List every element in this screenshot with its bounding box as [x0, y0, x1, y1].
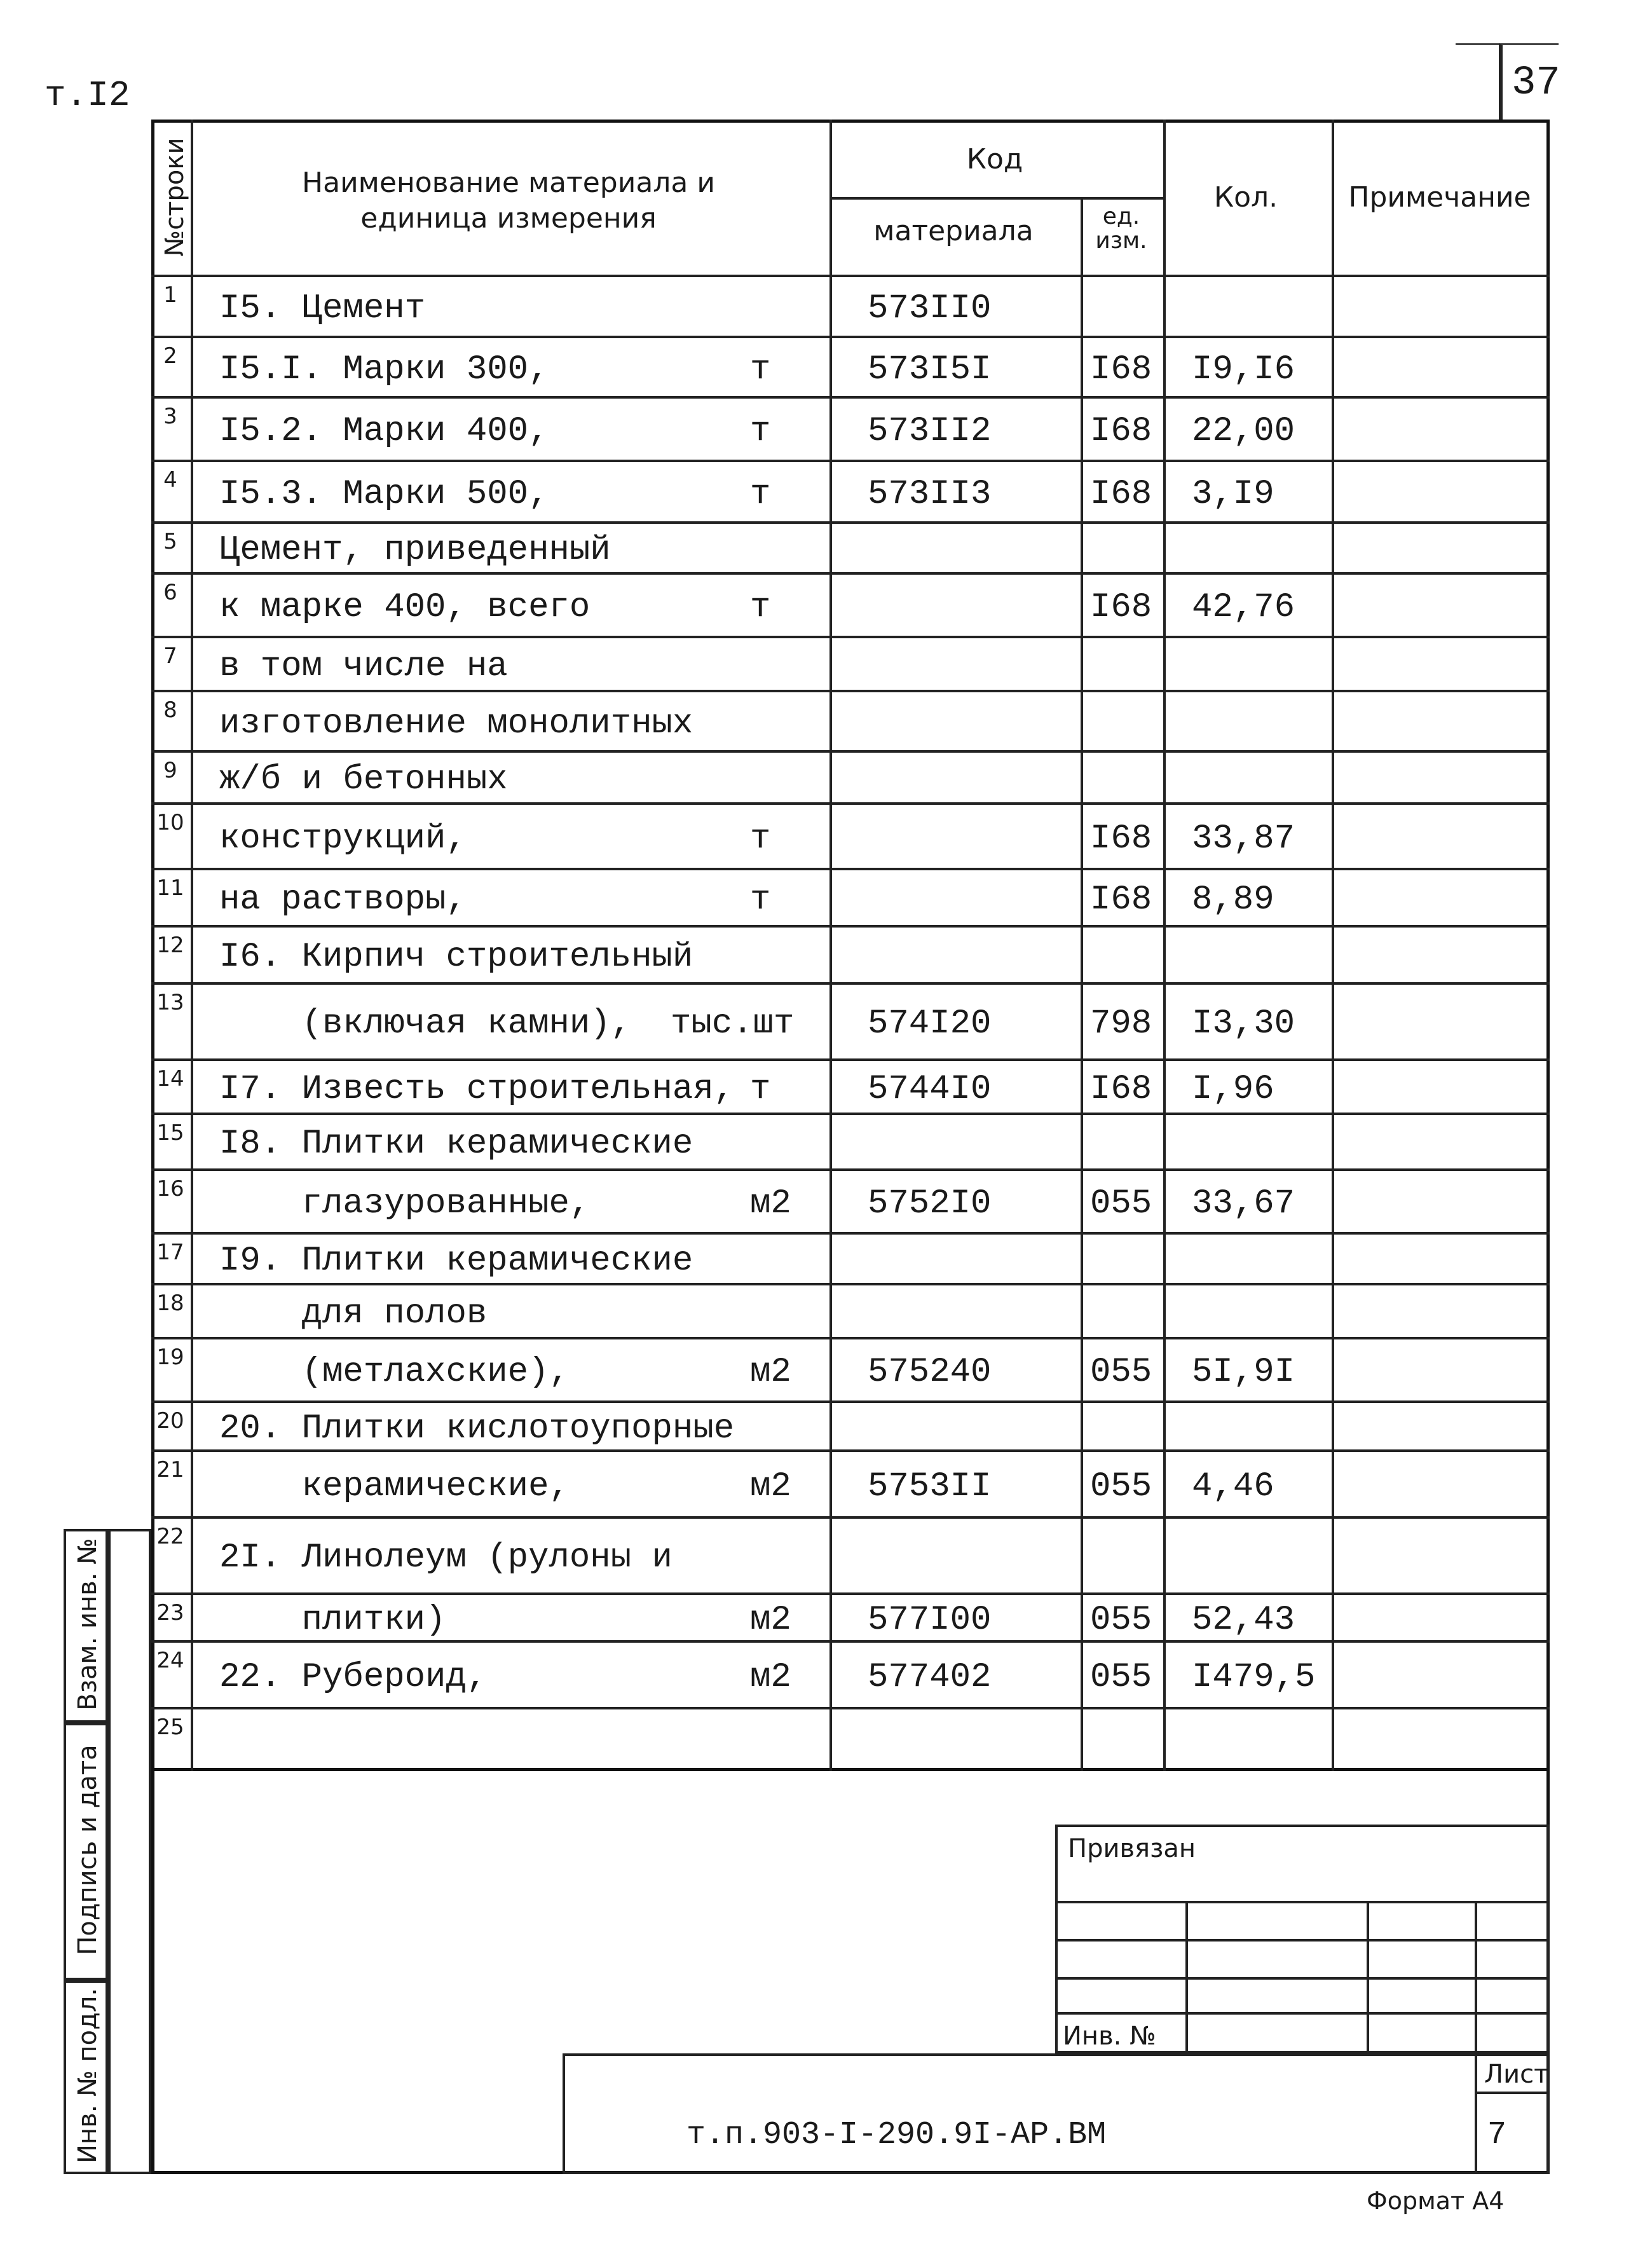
material-code: 573I5I: [868, 350, 992, 389]
row-rule: [151, 521, 1550, 524]
quantity: 42,76: [1192, 588, 1295, 627]
material-name: I5. Цемент: [219, 289, 426, 328]
row-number: 2: [163, 343, 177, 369]
col-line-code: [829, 120, 832, 1771]
format-label: Формат А4: [1367, 2187, 1505, 2215]
row-number: 21: [156, 1457, 184, 1483]
material-unit: т: [750, 474, 771, 514]
quantity: 33,67: [1192, 1184, 1295, 1223]
material-code: 573II3: [868, 474, 992, 514]
material-unit: м2: [750, 1657, 791, 1697]
material-name: изготовление монолитных: [219, 704, 693, 743]
row-number: 22: [156, 1524, 184, 1549]
unit-code: I68: [1090, 819, 1152, 858]
material-code: 573II0: [868, 289, 992, 328]
row-rule: [151, 1707, 1550, 1709]
row-rule: [151, 336, 1550, 338]
header-code: Код: [966, 143, 1023, 175]
quantity: 3,I9: [1192, 474, 1274, 514]
header-name-line1: Наименование материала и: [302, 167, 715, 199]
material-code: 574I20: [868, 1004, 992, 1043]
quantity: 33,87: [1192, 819, 1295, 858]
list-line: [1475, 2092, 1550, 2094]
row-number: 25: [156, 1715, 184, 1740]
privyazan-label: Привязан: [1068, 1834, 1196, 1863]
stamp-sign-date: Подпись и дата: [73, 1744, 102, 1955]
material-unit: т: [750, 1069, 771, 1109]
quantity: I479,5: [1192, 1657, 1316, 1697]
material-unit: м2: [750, 1600, 791, 1640]
unit-code: I68: [1090, 412, 1152, 451]
row-rule: [151, 1168, 1550, 1171]
material-name: Цемент, приведенный: [219, 531, 611, 570]
row-number: 13: [156, 990, 184, 1015]
quantity: I,96: [1192, 1069, 1274, 1109]
quantity: 5I,9I: [1192, 1353, 1295, 1392]
material-name: I5.3. Марки 500,: [219, 474, 549, 514]
row-number: 12: [156, 933, 184, 958]
row-number: 9: [163, 758, 177, 783]
quantity: 4,46: [1192, 1467, 1274, 1506]
unit-code: I68: [1090, 1069, 1152, 1109]
material-name: керамические,: [219, 1467, 570, 1506]
material-name: глазурованные,: [219, 1184, 590, 1223]
tb-vline-1: [1185, 1901, 1188, 2053]
row-rule: [151, 1592, 1550, 1595]
row-rule: [151, 460, 1550, 462]
unit-code: 798: [1090, 1004, 1152, 1043]
row-number: 24: [156, 1648, 184, 1673]
material-code: 575240: [868, 1353, 992, 1392]
material-name: в том числе на: [219, 647, 508, 686]
row-rule: [151, 925, 1550, 928]
quantity: 52,43: [1192, 1600, 1295, 1640]
material-unit: м2: [750, 1353, 791, 1392]
row-number: 11: [156, 875, 184, 901]
row-number: 1: [163, 282, 177, 308]
row-number: 7: [163, 643, 177, 669]
title-block-main: [563, 2053, 1550, 2174]
material-unit: м2: [750, 1184, 791, 1223]
row-number: 6: [163, 580, 177, 605]
row-rule: [151, 750, 1550, 753]
row-number: 10: [156, 810, 184, 835]
tb-vline-3: [1475, 1901, 1477, 2053]
material-unit: м2: [750, 1467, 791, 1506]
header-code-unit: ед. изм.: [1095, 203, 1147, 254]
inv-no-label: Инв. №: [1063, 2022, 1156, 2051]
stamp-column: [108, 1529, 151, 2174]
material-code: 5744I0: [868, 1069, 992, 1109]
material-name: для полов: [219, 1294, 488, 1333]
header-row-number: №строки: [160, 137, 189, 257]
header-quantity: Кол.: [1213, 181, 1278, 214]
header-note: Примечание: [1348, 181, 1531, 214]
material-name: I7. Известь строительная,: [219, 1069, 735, 1109]
stamp-inv-vzam: Взам. инв. №: [73, 1538, 102, 1711]
material-name: ж/б и бетонных: [219, 760, 508, 799]
row-number: 3: [163, 404, 177, 429]
unit-code: I68: [1090, 474, 1152, 514]
col-line-qty: [1163, 120, 1166, 1771]
row-rule: [151, 1400, 1550, 1403]
list-divider: [1475, 2053, 1477, 2174]
material-name: (метлахские),: [219, 1353, 570, 1392]
col-line-name: [191, 120, 193, 1771]
material-name: I5.I. Марки 300,: [219, 350, 549, 389]
stamp-inv-podl: Инв. № подл.: [73, 1988, 102, 2163]
list-label: Лист: [1484, 2060, 1549, 2089]
material-unit: тыс.шт: [671, 1004, 795, 1043]
row-rule: [151, 1058, 1550, 1061]
header-code-material: материала: [873, 215, 1034, 247]
header-name-line2: единица измерения: [360, 202, 657, 235]
row-number: 4: [163, 467, 177, 493]
row-number: 17: [156, 1240, 184, 1265]
material-name: I5.2. Марки 400,: [219, 412, 549, 451]
material-unit: т: [750, 412, 771, 451]
list-value: 7: [1487, 2117, 1507, 2153]
material-unit: т: [750, 588, 771, 627]
row-number: 8: [163, 697, 177, 723]
material-unit: т: [750, 819, 771, 858]
material-code: 573II2: [868, 412, 992, 451]
unit-code: I68: [1090, 350, 1152, 389]
row-number: 14: [156, 1066, 184, 1092]
row-rule: [151, 982, 1550, 985]
quantity: 8,89: [1192, 880, 1274, 919]
row-number: 19: [156, 1345, 184, 1370]
row-rule: [151, 868, 1550, 870]
unit-code: 055: [1090, 1184, 1152, 1223]
row-rule: [151, 1337, 1550, 1339]
unit-code: 055: [1090, 1353, 1152, 1392]
material-name: на растворы,: [219, 880, 467, 919]
quantity: 22,00: [1192, 412, 1295, 451]
unit-code: I68: [1090, 588, 1152, 627]
material-name: (включая камни),: [219, 1004, 632, 1043]
row-rule: [151, 802, 1550, 805]
quantity: I3,30: [1192, 1004, 1295, 1043]
material-code: 5753II: [868, 1467, 992, 1506]
material-name: I6. Кирпич строительный: [219, 938, 693, 976]
quantity: I9,I6: [1192, 350, 1295, 389]
row-rule: [151, 1113, 1550, 1115]
material-code: 577402: [868, 1657, 992, 1697]
material-name: к марке 400, всего: [219, 588, 590, 627]
header-code-split: [829, 197, 1163, 200]
unit-code: 055: [1090, 1657, 1152, 1697]
material-name: 22. Рубероид,: [219, 1657, 488, 1697]
tb-vline-2: [1367, 1901, 1369, 2053]
sheet-reference: т.I2: [44, 75, 130, 116]
material-unit: т: [750, 880, 771, 919]
unit-code: 055: [1090, 1467, 1152, 1506]
material-unit: т: [750, 350, 771, 389]
row-number: 15: [156, 1120, 184, 1146]
row-rule: [151, 1449, 1550, 1452]
material-name: 20. Плитки кислотоупорные: [219, 1409, 735, 1448]
material-name: I8. Плитки керамические: [219, 1125, 693, 1163]
unit-code: I68: [1090, 880, 1152, 919]
row-number: 18: [156, 1291, 184, 1316]
row-rule: [151, 690, 1550, 692]
row-rule: [151, 1283, 1550, 1285]
row-rule: [151, 396, 1550, 399]
material-name: плитки): [219, 1600, 446, 1640]
row-number: 5: [163, 529, 177, 554]
document-code: т.п.903-I-290.9I-АР.ВМ: [686, 2117, 1107, 2153]
material-name: конструкций,: [219, 819, 467, 858]
row-rule: [151, 1640, 1550, 1643]
material-name: I9. Плитки керамические: [219, 1242, 693, 1280]
row-rule: [151, 572, 1550, 575]
material-name: 2I. Линолеум (рулоны и: [219, 1538, 672, 1577]
row-number: 23: [156, 1600, 184, 1626]
unit-code: 055: [1090, 1600, 1152, 1640]
row-rule: [151, 636, 1550, 638]
col-line-note: [1332, 120, 1334, 1771]
row-rule: [151, 1232, 1550, 1235]
row-rule: [151, 1516, 1550, 1519]
material-code: 5752I0: [868, 1184, 992, 1223]
header-bottom-rule: [151, 275, 1550, 277]
row-number: 16: [156, 1176, 184, 1202]
row-number: 20: [156, 1408, 184, 1434]
page-number: 37: [1512, 60, 1560, 106]
material-code: 577I00: [868, 1600, 992, 1640]
